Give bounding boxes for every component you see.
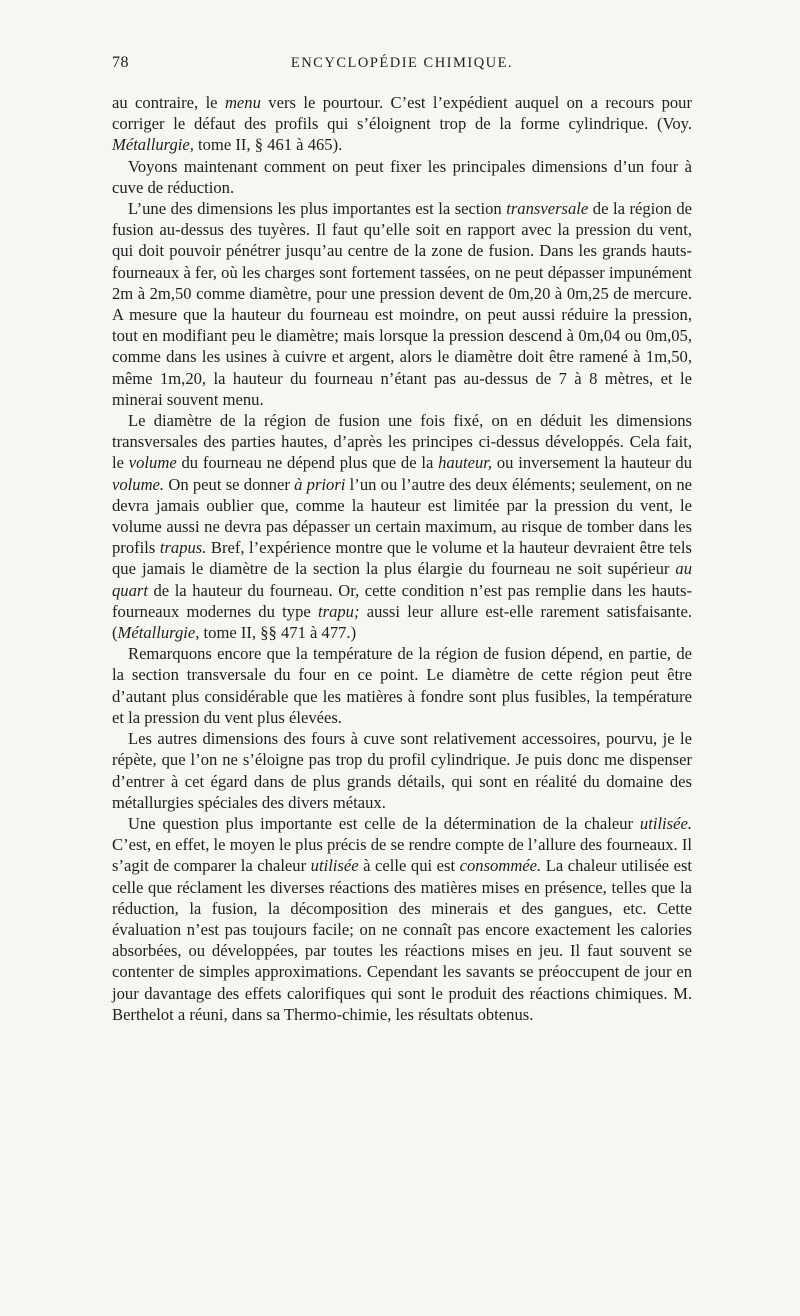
text-run: L’une des dimensions les plus importantes est la section [128, 199, 507, 219]
text-run: vers le pourtour. C’est l’expédient auquel on a recours pour corriger le défaut des profils qui s’éloignent trop de la forme cylindrique. (Voy. [112, 93, 692, 134]
text-run: ou inversement la hauteur du [492, 453, 692, 473]
running-head: ENCYCLOPÉDIE CHIMIQUE. [290, 55, 514, 71]
paragraph [112, 728, 692, 813]
body-text [112, 92, 692, 1025]
italic-text: volume [128, 453, 177, 473]
italic-text: Métallurgie, [117, 623, 200, 643]
text-run: tome II, § 461 à 465). [193, 135, 343, 155]
italic-text: hauteur, [438, 453, 493, 473]
page-number: 78 [112, 54, 129, 71]
italic-text: menu [224, 93, 261, 112]
italic-text: utilisée. [639, 813, 692, 833]
italic-text: volume. [112, 474, 165, 494]
paragraph [112, 643, 692, 728]
italic-text: trapus. [159, 538, 207, 558]
text-run: Remarquons encore que la température de la région de fusion dépend, en partie, de la section transversale du four en ce point. Le diamètre de cette région peut être d’autant plus considérable que les matières à fondre sont plus fusibles, la température et la pression du vent plus élevées. [112, 644, 692, 727]
text-run: Une question plus importante est celle de la détermination de la chaleur [128, 813, 640, 833]
italic-text: consommée. [459, 856, 542, 876]
paragraph [112, 813, 692, 1025]
text-run: aussi leur allure est-elle rarement satisfaisante. ( [112, 601, 692, 643]
text-run: au contraire, le [112, 93, 225, 112]
text-run: de la région de fusion au-dessus des tuyères. Il faut qu’elle soit en rapport avec la pression du vent, qui doit pouvoir pénétrer jusqu’au centre de la zone de fusion. Dans les grands hauts-fourneaux à fer, où les charges sont fortement tassées, on ne peut dépasser impunément 2m à 2m,50 comme diamètre, pour une pression devent de 0m,20 à 0m,25 de mercure. A mesure que la hauteur du fourneau est moindre, on peut aussi réduire la pression, tout en modifiant peu le diamètre; mais lorsque la pression descend à 0m,04 ou 0m,05, comme dans les usines à cuivre et argent, alors le diamètre doit être ramené à 1m,50, même 1m,20, la hauteur du fourneau n’étant pas au-dessus de 7 à 8 mètres, et le minerai souvent menu. [112, 199, 692, 409]
page-header [112, 54, 692, 78]
paragraph [112, 410, 692, 643]
text-run: l’un ou l’autre des deux éléments; seulement, on ne devra jamais oublier que, comme la hauteur est limitée par la pression du vent, le volume aussi ne devra pas dépasser un certain maximum, au risque de tomber dans les profils [112, 474, 692, 558]
paragraph [112, 92, 692, 156]
italic-text: Métallurgie, [112, 135, 194, 155]
text-run: de la hauteur du fourneau. Or, cette condition n’est pas remplie dans les hauts-fourneaux modernes du type [112, 580, 692, 621]
italic-text: au quart [112, 559, 692, 600]
text-run: Voyons maintenant comment on peut fixer les principales dimensions d’un four à cuve de réduction. [112, 156, 692, 197]
italic-text: trapu; [318, 601, 360, 621]
text-run: tome II, §§ 471 à 477.) [199, 623, 357, 643]
text-run: Bref, l’expérience montre que le volume et la hauteur devraient être tels que jamais le diamètre de la section la plus élargie du fourneau ne soit supérieur [112, 538, 692, 579]
text-run: C’est, en effet, le moyen le plus précis de se rendre compte de l’allure des fourneaux. Il s’agit de comparer la chaleur [112, 835, 692, 876]
text-run: La chaleur utilisée est celle que réclament les diverses réactions des matières mises en présence, telles que la réduction, la fusion, la décomposition des minerais et des gangues, etc. Cette évaluation n’est pas toujours facile; on ne connaît pas encore exactement les calories absorbées, ou développées, par toutes les réactions mises en jeu. Il faut souvent se contenter de simples approximations. Cependant les savants se préoccupent de jour en jour davantage des effets calorifiques qui sont le produit des réactions chimiques. M. Berthelot a réuni, dans sa Thermo-chimie, les résultats obtenus. [112, 856, 693, 1024]
italic-text: à priori [294, 474, 346, 494]
text-run: On peut se donner [164, 474, 295, 494]
text-run: du fourneau ne dépend plus que de la [176, 453, 439, 473]
italic-text: transversale [506, 199, 589, 219]
text-run: à celle qui est [358, 856, 460, 876]
paragraph [112, 156, 692, 198]
text-run: Les autres dimensions des fours à cuve sont relativement accessoires, pourvu, je le répète, que l’on ne s’éloigne pas trop du profil cylindrique. Je puis donc me dispenser d’entrer à cet égard dans de plus grands détails, qui sont en réalité du domaine des métallurgies spéciales des divers métaux. [112, 729, 692, 812]
text-run: Le diamètre de la région de fusion une fois fixé, on en déduit les dimensions transversales des parties hautes, d’après les principes ci-dessus développés. Cela fait, le [112, 411, 692, 473]
paragraph [112, 198, 692, 410]
italic-text: utilisée [310, 856, 359, 876]
